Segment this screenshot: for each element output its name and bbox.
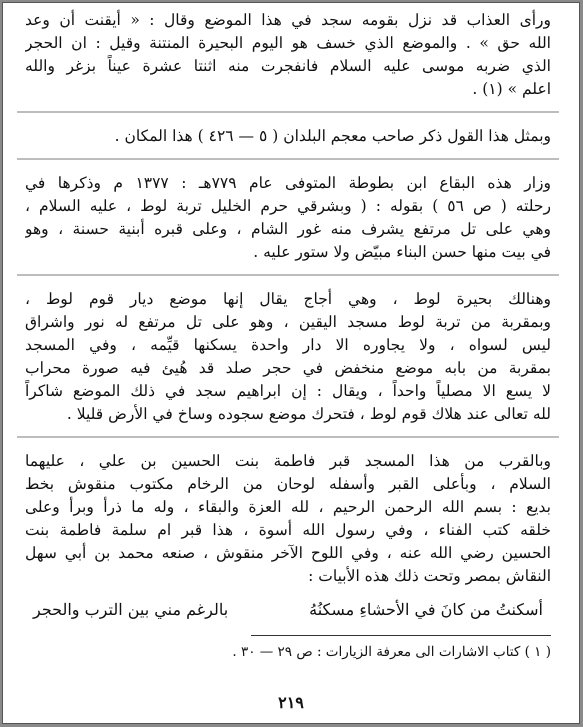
text-line: اعلم » (١) . xyxy=(472,80,551,98)
text-line: وبالقرب من هذا المسجد قبر فاطمة بنت الحسين بن علي ، عليهما xyxy=(25,452,551,470)
section-separator xyxy=(17,111,559,113)
verse-first-hemistich: أسكنتُ من كانَ في الأحشاءِ مسكنُهُ xyxy=(309,600,543,619)
text-line: السلام ، وبأعلى القبر وأسفله لوحان من الرخام مكتوب منقوش بخط xyxy=(25,475,551,493)
section-separator xyxy=(17,158,559,160)
text-line: ورأى العذاب قد نزل بقومه سجد في هذا الموضع وقال : « أيقنت أن وعد xyxy=(25,11,551,29)
footnote-rule xyxy=(251,635,551,636)
text-line: وزار هذه البقاع ابن بطوطة المتوفى عام ٧٧٩هـ : ١٣٧٧ م وذكرها في xyxy=(25,174,551,192)
text-line: ليس لسواه ، ولا يجاوره الا دار واحدة يسكنها قيِّمه ، وفي المسجد xyxy=(25,336,551,354)
text-line: وهنالك بحيرة لوط ، وهي أجاج يقال إنها موضع ديار قوم لوط ، xyxy=(25,290,551,308)
footnote: ( ١ ) كتاب الاشارات الى معرفة الزيارات : ص ٢٩ — ٣٠ . xyxy=(232,644,551,660)
text-line: بمقربة من بابه موضع منخفض في حجر صلد قد هُيئ فيه صورة محراب xyxy=(25,359,551,377)
paragraph-3 xyxy=(25,172,551,264)
text-line: وبمثل هذا القول ذكر صاحب معجم البلدان ( ٥ — ٤٢٦ ) هذا المكان . xyxy=(114,127,551,145)
verse-second-hemistich: بالرغم مني بين الترب والحجر xyxy=(33,600,229,619)
text-line: الذي ضربه موسى عليه السلام فانفجرت منه اثنتا عشرة عيناً بزغر والله xyxy=(25,57,551,75)
page-body xyxy=(25,9,551,662)
text-line: بديع : بسم الله الرحمن الرحيم ، لله العزة والبقاء ، وله ما ذرأ وبرأ وعلى xyxy=(25,498,551,516)
text-line: الحسين رضي الله عنه ، وفي اللوح الآخر منقوش ، صنعه محمد بن أبي سهل xyxy=(25,544,551,562)
document-page xyxy=(2,2,580,724)
section-separator xyxy=(17,436,559,438)
poem-verse xyxy=(33,598,543,621)
text-line: وبمقربة من تربة لوط مسجد اليقين ، وهو على تل مرتفع له نور واشراق xyxy=(25,313,551,331)
text-line: رحلته ( ص ٥٦ ) بقوله : ( وبشرقي حرم الخليل تربة لوط ، عليه السلام ، xyxy=(25,197,551,215)
text-line: لا يسع الا مصلياً واحداً ، ويقال : إن ابراهيم سجد في ذلك الموضع شاكراً xyxy=(25,382,551,400)
text-line: الله حق » . والموضع الذي خسف هو اليوم البحيرة المنتنة وقيل : ان الحجر xyxy=(25,34,551,52)
text-line: خلقه كتب الفناء ، وفي رسول الله أسوة ، هذا قبر ام سلمة فاطمة بنت xyxy=(25,521,551,539)
paragraph-1 xyxy=(25,9,551,101)
text-line: في بيت منها حسن البناء مبيّض ولا ستور عليه . xyxy=(253,243,551,261)
page-number: ٢١٩ xyxy=(278,693,304,712)
text-line: وهي على تل مرتفع يشرف منه غور الشام ، وعلى قبره أبنية حسنة ، وهو xyxy=(25,220,551,238)
paragraph-2 xyxy=(25,125,551,148)
text-line: النقاش بمصر وتحت ذلك هذه الأبيات : xyxy=(308,567,551,585)
text-line: لله تعالى عند هلاك قوم لوط ، فتحرك موضع سجوده وساخ في الأرض قليلا . xyxy=(66,405,551,423)
paragraph-5 xyxy=(25,450,551,588)
section-separator xyxy=(17,274,559,276)
paragraph-4 xyxy=(25,288,551,426)
